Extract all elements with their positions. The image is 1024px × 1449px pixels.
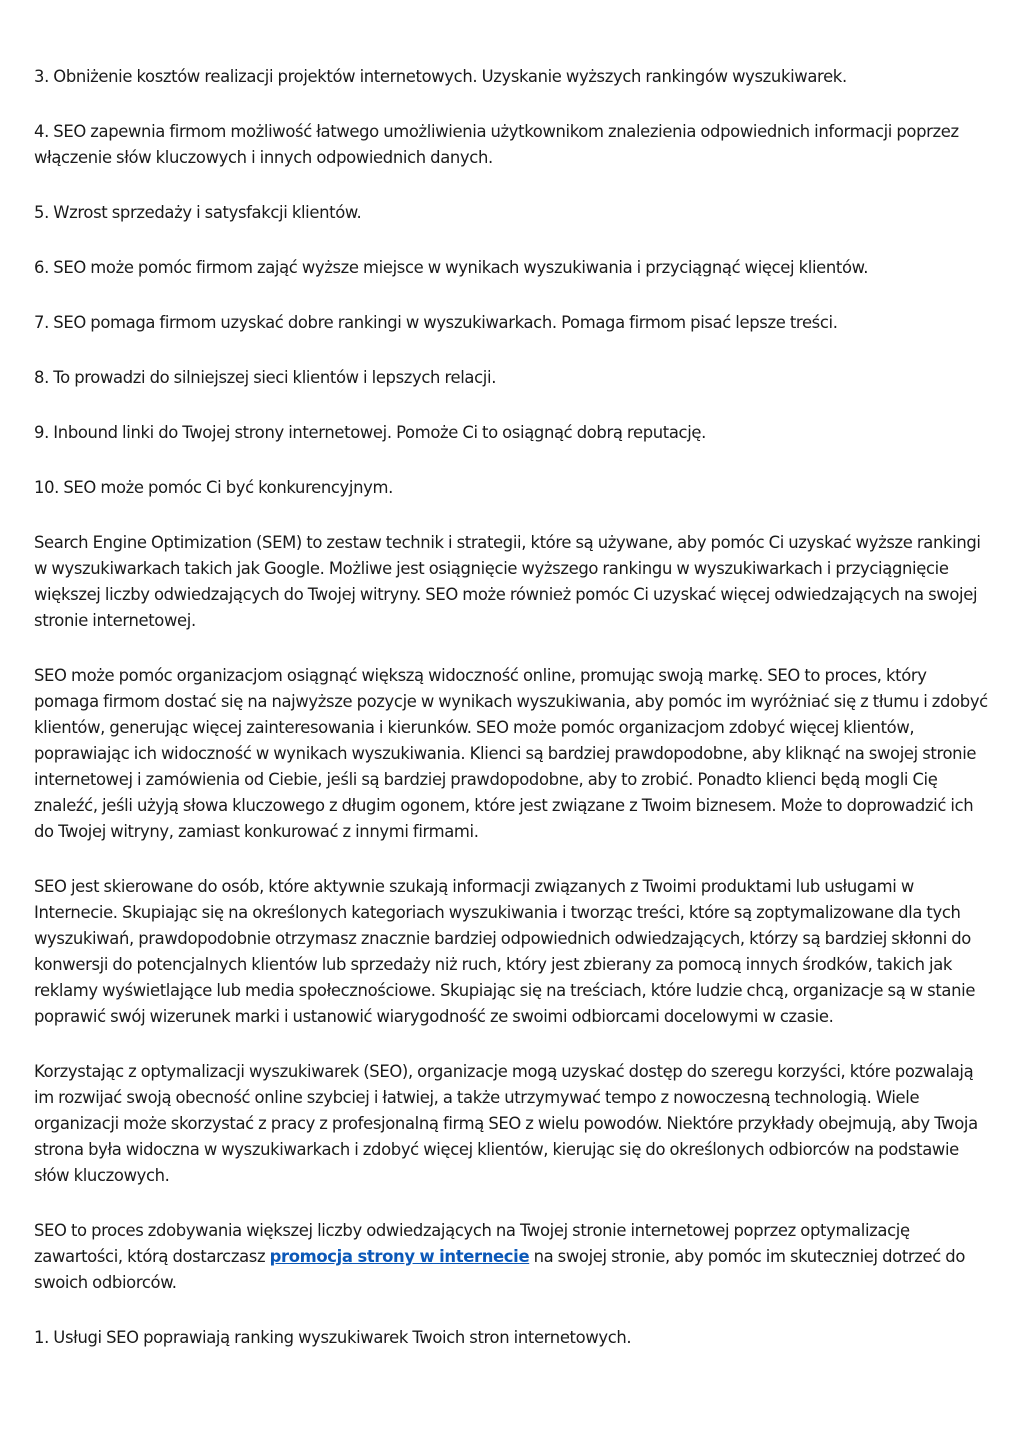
list-item-3: 3. Obniżenie kosztów realizacji projektów internetowych. Uzyskanie wyższych rankingów wyszukiwarek. [34,67,847,86]
list-item-6: 6. SEO może pomóc firmom zająć wyższe miejsce w wynikach wyszukiwania i przyciągnąć więcej klientów. [34,258,869,277]
list-item-7: 7. SEO pomaga firmom uzyskać dobre rankingi w wyszukiwarkach. Pomaga firmom pisać lepsze treści. [34,313,838,332]
list-item-8: 8. To prowadzi do silniejszej sieci klientów i lepszych relacji. [34,368,497,387]
paragraph-with-link [34,1218,992,1296]
document-body [34,64,992,1380]
list-item-10: 10. SEO może pomóc Ci być konkurencyjnym. [34,478,393,497]
link-paragraph-after: na swojej stronie, aby pomóc im skuteczniej dotrzeć do swoich odbiorców. [34,1247,966,1292]
paragraph-benefits: Korzystając z optymalizacji wyszukiwarek (SEO), organizacje mogą uzyskać dostęp do szeregu korzyści, które pozwalają im rozwijać swoją obecność online szybciej i łatwiej, a także utrzymywać tempo z nowoczesną technologią. Wiele organizacji może skorzystać z pracy z profesjonalną firmą SEO z wielu powodów. Niektóre przykłady obejmują, aby Twoja strona była widoczna w wyszukiwarkach i zdobyć więcej klientów, kierując się do określonych odbiorców na podstawie słów kluczowych. [34,1062,978,1185]
list-item-1: 1. Usługi SEO poprawiają ranking wyszukiwarek Twoich stron internetowych. [34,1328,632,1347]
promotion-link[interactable]: promocja strony w internecie [269,1247,530,1266]
paragraph-target-audience: SEO jest skierowane do osób, które aktywnie szukają informacji związanych z Twoimi produktami lub usługami w Internecie. Skupiając się na określonych kategoriach wyszukiwania i tworząc treści, które są zoptymalizowane dla tych wyszukiwań, prawdopodobnie otrzymasz znacznie bardziej odpowiednich odwiedzających, którzy są bardziej skłonni do konwersji do potencjalnych klientów lub sprzedaży niż ruch, który jest zbierany za pomocą innych środków, takich jak reklamy wyświetlające lub media społecznościowe. Skupiając się na treściach, które ludzie chcą, organizacje są w stanie poprawić swój wizerunek marki i ustanowić wiarygodność ze swoimi odbiorcami docelowymi w czasie. [34,877,976,1026]
paragraph-visibility: SEO może pomóc organizacjom osiągnąć większą widoczność online, promując swoją markę. SEO to proces, który pomaga firmom dostać się na najwyższe pozycje w wynikach wyszukiwania, aby pomóc im wyróżniać się z tłumu i zdobyć klientów, generując więcej zainteresowania i kierunków. SEO może pomóc organizacjom zdobyć więcej klientów, poprawiając ich widoczność w wynikach wyszukiwania. Klienci są bardziej prawdopodobne, aby kliknąć na swojej stronie internetowej i zamówienia od Ciebie, jeśli są bardziej prawdopodobne, aby to zrobić. Ponadto klienci będą mogli Cię znaleźć, jeśli użyją słowa kluczowego z długim ogonem, które jest związane z Twoim biznesem. Może to doprowadzić ich do Twojej witryny, zamiast konkurować z innymi firmami. [34,666,988,841]
paragraph-sem-definition: Search Engine Optimization (SEM) to zestaw technik i strategii, które są używane, aby pomóc Ci uzyskać wyższe rankingi w wyszukiwarkach takich jak Google. Możliwe jest osiągnięcie wyższego rankingu w wyszukiwarkach i przyciągnięcie większej liczby odwiedzających do Twojej witryny. SEO może również pomóc Ci uzyskać więcej odwiedzających na swojej stronie internetowej. [34,533,981,630]
list-item-4: 4. SEO zapewnia firmom możliwość łatwego umożliwienia użytkownikom znalezienia odpowiednich informacji poprzez włączenie słów kluczowych i innych odpowiednich danych. [34,122,959,167]
list-item-9: 9. Inbound linki do Twojej strony internetowej. Pomoże Ci to osiągnąć dobrą reputację. [34,423,707,442]
link-paragraph-before: SEO to proces zdobywania większej liczby odwiedzających na Twojej stronie internetowej poprzez optymalizację zawartości, którą dostarczasz [34,1221,910,1266]
list-item-5: 5. Wzrost sprzedaży i satysfakcji klientów. [34,203,362,222]
